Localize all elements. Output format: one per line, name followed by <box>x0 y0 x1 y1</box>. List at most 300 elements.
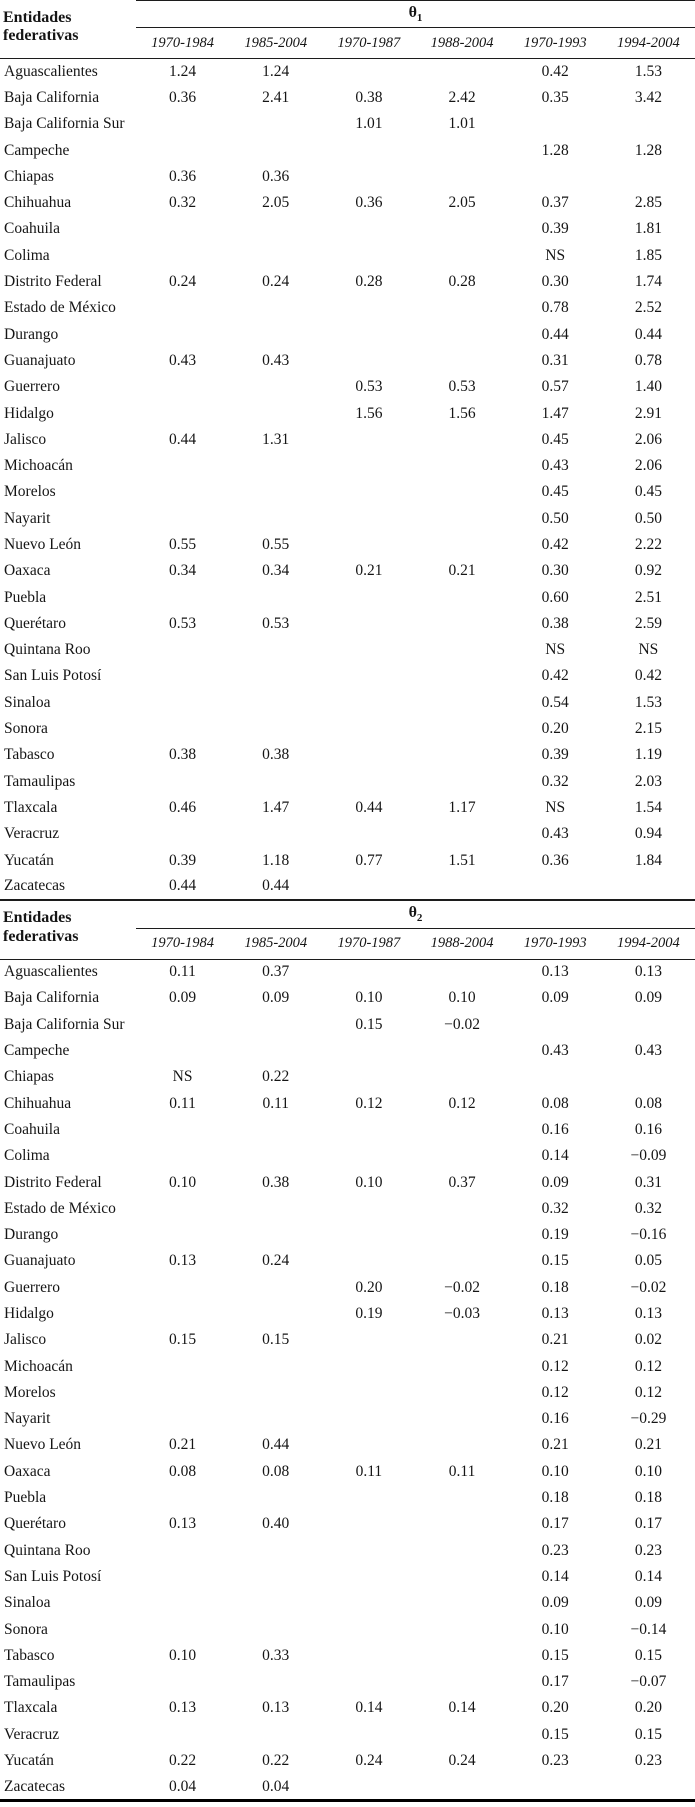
value-cell <box>415 137 508 163</box>
value-cell: 0.02 <box>634 1331 662 1349</box>
table-row <box>0 374 695 400</box>
value-cell: 0.08 <box>262 1462 290 1480</box>
state-name-cell: Zacatecas <box>4 1777 66 1795</box>
value-cell <box>136 1406 229 1432</box>
value-cell <box>415 532 508 558</box>
value-cell <box>136 243 229 269</box>
value-cell <box>229 584 322 610</box>
value-cell <box>602 111 695 137</box>
value-cell <box>229 374 322 400</box>
value-cell: 1.01 <box>355 115 383 133</box>
value-cell: 0.21 <box>169 1436 197 1454</box>
value-cell: 0.10 <box>355 1173 383 1191</box>
table-row <box>0 584 695 610</box>
value-cell <box>136 769 229 795</box>
header-row-top <box>0 901 695 928</box>
state-name-cell: Jalisco <box>4 1331 47 1349</box>
value-cell <box>322 874 415 900</box>
value-cell: −0.14 <box>630 1620 667 1638</box>
table-row <box>0 1643 695 1669</box>
value-cell: 0.12 <box>448 1094 476 1112</box>
value-cell <box>229 1406 322 1432</box>
value-cell <box>229 453 322 479</box>
value-cell <box>415 1511 508 1537</box>
value-cell: 0.09 <box>541 989 569 1007</box>
value-cell: −0.02 <box>630 1278 667 1296</box>
value-cell: −0.02 <box>444 1278 480 1296</box>
table-row <box>0 453 695 479</box>
state-name-cell: Aguascalientes <box>4 963 98 981</box>
state-name-cell: Tamaulipas <box>4 772 76 790</box>
value-cell: 0.53 <box>355 378 383 396</box>
table-row <box>0 59 695 85</box>
value-cell: 0.19 <box>541 1226 569 1244</box>
table-row <box>0 558 695 584</box>
value-cell: 2.91 <box>634 404 662 422</box>
value-cell <box>509 111 602 137</box>
value-cell <box>415 1432 508 1458</box>
value-cell <box>322 690 415 716</box>
value-cell: 0.08 <box>541 1094 569 1112</box>
value-cell <box>229 1038 322 1064</box>
state-name-cell: Puebla <box>4 1489 47 1507</box>
value-cell: 0.14 <box>634 1567 662 1585</box>
value-cell: 0.23 <box>634 1541 662 1559</box>
value-cell: 1.84 <box>634 851 662 869</box>
table-row <box>0 1064 695 1090</box>
value-cell: NS <box>545 641 566 659</box>
value-cell: 0.42 <box>541 667 569 685</box>
value-cell <box>415 959 508 985</box>
state-name-cell: Tamaulipas <box>4 1673 76 1691</box>
value-cell <box>229 479 322 505</box>
value-cell <box>136 216 229 242</box>
table-row <box>0 400 695 426</box>
state-name-cell: Nayarit <box>4 1410 51 1428</box>
value-cell <box>136 690 229 716</box>
state-name-cell: Querétaro <box>4 1515 66 1533</box>
value-cell: 0.35 <box>541 88 569 106</box>
value-cell: 0.17 <box>541 1515 569 1533</box>
value-cell: 0.21 <box>541 1331 569 1349</box>
value-cell: 1.85 <box>634 246 662 264</box>
theta1-table-header <box>0 1 695 59</box>
value-cell: 0.21 <box>541 1436 569 1454</box>
value-cell: NS <box>172 1068 193 1086</box>
state-name-cell: San Luis Potosí <box>4 667 102 685</box>
value-cell: 0.45 <box>541 430 569 448</box>
value-cell: 0.43 <box>541 1042 569 1060</box>
value-cell <box>322 1616 415 1642</box>
value-cell: −0.09 <box>630 1147 667 1165</box>
value-cell <box>322 506 415 532</box>
value-cell: 1.24 <box>262 62 290 80</box>
table-row <box>0 1301 695 1327</box>
value-cell: 0.11 <box>169 1094 196 1112</box>
table-row <box>0 1459 695 1485</box>
value-cell: 0.28 <box>448 273 476 291</box>
table-row <box>0 1248 695 1274</box>
state-name-cell: Tabasco <box>4 746 55 764</box>
value-cell: 1.47 <box>262 798 290 816</box>
state-name-cell: Coahuila <box>4 220 60 238</box>
state-name-cell: Guerrero <box>4 378 60 396</box>
table-row <box>0 85 695 111</box>
theta2-table <box>0 901 695 1802</box>
value-cell: 0.23 <box>541 1752 569 1770</box>
value-cell: 0.15 <box>541 1725 569 1743</box>
value-cell: 0.04 <box>262 1777 290 1795</box>
value-cell: 0.13 <box>169 1252 197 1270</box>
state-name-cell: Chihuahua <box>4 194 72 212</box>
table-row <box>0 742 695 768</box>
value-cell: 0.44 <box>634 325 662 343</box>
state-name-cell: Morelos <box>4 1383 56 1401</box>
value-cell: 0.39 <box>541 746 569 764</box>
value-cell: 0.13 <box>169 1515 197 1533</box>
value-cell <box>136 453 229 479</box>
state-name-cell: Guanajuato <box>4 1252 76 1270</box>
value-cell <box>229 1590 322 1616</box>
value-cell <box>415 611 508 637</box>
value-cell <box>136 637 229 663</box>
value-cell <box>229 1117 322 1143</box>
value-cell: 0.44 <box>262 1436 290 1454</box>
value-cell <box>322 742 415 768</box>
value-cell <box>415 321 508 347</box>
value-cell <box>415 164 508 190</box>
value-cell: 0.45 <box>541 483 569 501</box>
state-name-cell: Distrito Federal <box>4 273 102 291</box>
value-cell <box>602 164 695 190</box>
value-cell: 0.20 <box>541 1699 569 1717</box>
value-cell: 0.36 <box>169 88 197 106</box>
table-row <box>0 1774 695 1800</box>
value-cell: 2.06 <box>634 457 662 475</box>
value-cell: 0.12 <box>541 1383 569 1401</box>
value-cell: 0.18 <box>634 1489 662 1507</box>
value-cell: 0.60 <box>541 588 569 606</box>
value-cell <box>415 742 508 768</box>
value-cell: 0.15 <box>262 1331 290 1349</box>
value-cell: 0.09 <box>634 1594 662 1612</box>
value-cell <box>136 716 229 742</box>
value-cell: 0.21 <box>448 562 476 580</box>
value-cell <box>229 769 322 795</box>
state-name-cell: Baja California <box>4 989 100 1007</box>
value-cell: 0.16 <box>541 1120 569 1138</box>
value-cell <box>136 400 229 426</box>
value-cell: 0.31 <box>634 1173 662 1191</box>
table-row <box>0 1275 695 1301</box>
table-row <box>0 611 695 637</box>
state-name-cell: Michoacán <box>4 1357 73 1375</box>
state-name-cell: Chiapas <box>4 1068 54 1086</box>
table-row <box>0 348 695 374</box>
value-cell: 0.36 <box>541 851 569 869</box>
value-cell <box>415 1196 508 1222</box>
value-cell: 0.04 <box>169 1777 197 1795</box>
value-cell <box>229 1275 322 1301</box>
period-column-header: 1988-2004 <box>415 28 508 59</box>
table-row <box>0 1327 695 1353</box>
value-cell <box>602 1012 695 1038</box>
value-cell: 0.13 <box>169 1699 197 1717</box>
table-row <box>0 1143 695 1169</box>
value-cell <box>415 506 508 532</box>
period-column-header: 1970-1984 <box>136 28 229 59</box>
value-cell: 0.11 <box>262 1094 290 1112</box>
theta1-table <box>0 0 695 901</box>
value-cell: 0.13 <box>634 963 662 981</box>
value-cell <box>415 243 508 269</box>
value-cell <box>322 1432 415 1458</box>
table-row <box>0 1485 695 1511</box>
table-row <box>0 663 695 689</box>
state-name-cell: Colima <box>4 246 50 264</box>
value-cell: 0.42 <box>541 535 569 553</box>
value-cell: 0.13 <box>634 1305 662 1322</box>
value-cell: 0.10 <box>169 1173 197 1191</box>
value-cell: 0.15 <box>634 1725 662 1743</box>
state-name-cell: Veracruz <box>4 825 60 843</box>
period-column-header: 1985-2004 <box>229 928 322 959</box>
value-cell <box>509 1012 602 1038</box>
value-cell: 0.09 <box>541 1173 569 1191</box>
value-cell <box>136 663 229 689</box>
value-cell: 0.10 <box>355 989 383 1007</box>
value-cell <box>415 1564 508 1590</box>
value-cell: 0.44 <box>169 430 197 448</box>
value-cell <box>322 137 415 163</box>
value-cell: −0.16 <box>630 1226 667 1244</box>
value-cell <box>415 453 508 479</box>
value-cell <box>229 1143 322 1169</box>
value-cell: 0.38 <box>169 746 197 764</box>
value-cell: 0.55 <box>262 535 290 553</box>
table-row <box>0 479 695 505</box>
value-cell: 1.19 <box>634 746 662 764</box>
value-cell: 0.11 <box>169 963 196 981</box>
value-cell <box>322 243 415 269</box>
value-cell: 2.22 <box>634 535 662 553</box>
value-cell <box>322 1538 415 1564</box>
value-cell: 0.24 <box>169 273 197 291</box>
table-row <box>0 1038 695 1064</box>
value-cell: 0.12 <box>355 1094 383 1112</box>
value-cell <box>415 1406 508 1432</box>
value-cell <box>322 663 415 689</box>
value-cell <box>322 427 415 453</box>
state-name-cell: Chiapas <box>4 167 54 185</box>
value-cell <box>136 1669 229 1695</box>
value-cell: 0.32 <box>634 1199 662 1217</box>
value-cell <box>136 1616 229 1642</box>
value-cell <box>322 1353 415 1379</box>
value-cell: 0.38 <box>262 746 290 764</box>
value-cell <box>322 295 415 321</box>
value-cell <box>509 874 602 900</box>
value-cell <box>415 1538 508 1564</box>
value-cell <box>136 1222 229 1248</box>
value-cell: 0.39 <box>541 220 569 238</box>
period-column-header: 1970-1987 <box>322 28 415 59</box>
table-row <box>0 1012 695 1038</box>
value-cell <box>229 821 322 847</box>
table-row <box>0 1353 695 1379</box>
theta1-symbol-header <box>136 1 695 28</box>
value-cell: 0.44 <box>355 798 383 816</box>
value-cell <box>322 453 415 479</box>
value-cell <box>322 1064 415 1090</box>
value-cell: 0.33 <box>262 1646 290 1664</box>
state-name-cell: Hidalgo <box>4 1305 54 1322</box>
value-cell <box>229 1353 322 1379</box>
value-cell <box>509 164 602 190</box>
value-cell: 2.52 <box>634 299 662 317</box>
value-cell <box>322 479 415 505</box>
value-cell: 0.13 <box>541 963 569 981</box>
state-name-cell: Zacatecas <box>4 877 66 895</box>
value-cell: 0.23 <box>634 1752 662 1770</box>
value-cell <box>415 1248 508 1274</box>
state-name-cell: Sinaloa <box>4 1594 51 1612</box>
value-cell: 1.51 <box>448 851 476 869</box>
value-cell: 0.45 <box>634 483 662 501</box>
value-cell: 0.13 <box>541 1305 569 1322</box>
table-row <box>0 1538 695 1564</box>
table-row <box>0 532 695 558</box>
value-cell <box>322 1774 415 1800</box>
theta2-table-body <box>0 959 695 1801</box>
value-cell: 0.18 <box>541 1489 569 1507</box>
value-cell: 0.15 <box>541 1252 569 1270</box>
value-cell <box>322 821 415 847</box>
theta2-symbol-header <box>136 901 695 928</box>
value-cell: 0.17 <box>634 1515 662 1533</box>
table-row <box>0 243 695 269</box>
value-cell: 0.14 <box>355 1699 383 1717</box>
value-cell <box>602 874 695 900</box>
value-cell <box>229 1538 322 1564</box>
value-cell <box>322 959 415 985</box>
value-cell: 0.09 <box>541 1594 569 1612</box>
value-cell: 0.10 <box>541 1620 569 1638</box>
value-cell: 0.09 <box>262 989 290 1007</box>
value-cell: 0.20 <box>634 1699 662 1717</box>
value-cell <box>509 1774 602 1800</box>
state-name-cell: Distrito Federal <box>4 1173 102 1191</box>
value-cell: NS <box>638 641 659 659</box>
table-row <box>0 1222 695 1248</box>
value-cell: 0.42 <box>541 62 569 80</box>
value-cell: 0.30 <box>541 273 569 291</box>
state-name-cell: Yucatán <box>4 1752 54 1770</box>
table-row <box>0 190 695 216</box>
value-cell: 1.18 <box>262 851 290 869</box>
state-name-cell: Tlaxcala <box>4 798 58 816</box>
value-cell <box>415 663 508 689</box>
value-cell <box>136 1564 229 1590</box>
value-cell <box>136 506 229 532</box>
value-cell <box>136 295 229 321</box>
period-column-header: 1970-1993 <box>509 28 602 59</box>
state-name-cell: Tabasco <box>4 1646 55 1664</box>
value-cell <box>136 137 229 163</box>
value-cell: 2.51 <box>634 588 662 606</box>
value-cell <box>415 716 508 742</box>
value-cell <box>322 1117 415 1143</box>
value-cell <box>136 1380 229 1406</box>
value-cell <box>322 1406 415 1432</box>
value-cell <box>229 663 322 689</box>
value-cell <box>415 1485 508 1511</box>
value-cell <box>136 1117 229 1143</box>
value-cell <box>415 1616 508 1642</box>
table-row <box>0 795 695 821</box>
value-cell <box>136 821 229 847</box>
period-column-header: 1994-2004 <box>602 928 695 959</box>
value-cell: 0.16 <box>634 1120 662 1138</box>
value-cell: 0.19 <box>355 1305 383 1322</box>
value-cell: 0.24 <box>262 1252 290 1270</box>
value-cell: 0.15 <box>169 1331 197 1349</box>
state-name-cell: Baja California <box>4 88 100 106</box>
value-cell: 1.17 <box>448 798 476 816</box>
value-cell <box>322 321 415 347</box>
value-cell: 0.44 <box>262 877 290 895</box>
value-cell <box>229 321 322 347</box>
state-name-cell: Querétaro <box>4 614 66 632</box>
value-cell <box>322 216 415 242</box>
value-cell: 1.47 <box>541 404 569 422</box>
table-row <box>0 874 695 900</box>
value-cell: 0.39 <box>169 851 197 869</box>
state-name-cell: Oaxaca <box>4 1462 51 1480</box>
value-cell: 1.53 <box>634 693 662 711</box>
state-name-cell: Oaxaca <box>4 562 51 580</box>
value-cell <box>322 1722 415 1748</box>
value-cell <box>322 1669 415 1695</box>
value-cell <box>415 1038 508 1064</box>
value-cell <box>415 584 508 610</box>
state-name-cell: Sonora <box>4 1620 48 1638</box>
period-column-header: 1988-2004 <box>415 928 508 959</box>
value-cell: 2.15 <box>634 720 662 738</box>
state-name-cell: Nuevo León <box>4 535 82 553</box>
value-cell <box>229 295 322 321</box>
value-cell <box>415 1064 508 1090</box>
value-cell: 0.43 <box>541 457 569 475</box>
state-name-cell: San Luis Potosí <box>4 1567 102 1585</box>
value-cell <box>136 1301 229 1327</box>
value-cell: 0.36 <box>262 167 290 185</box>
table-row <box>0 985 695 1011</box>
value-cell <box>415 1143 508 1169</box>
value-cell <box>415 1353 508 1379</box>
value-cell <box>229 400 322 426</box>
value-cell: 1.28 <box>541 141 569 159</box>
value-cell <box>322 1564 415 1590</box>
value-cell <box>229 690 322 716</box>
table-row <box>0 1169 695 1195</box>
table-row <box>0 1432 695 1458</box>
table-row <box>0 1669 695 1695</box>
table-row <box>0 847 695 873</box>
value-cell <box>229 1301 322 1327</box>
state-name-cell: Puebla <box>4 588 47 606</box>
value-cell <box>415 295 508 321</box>
